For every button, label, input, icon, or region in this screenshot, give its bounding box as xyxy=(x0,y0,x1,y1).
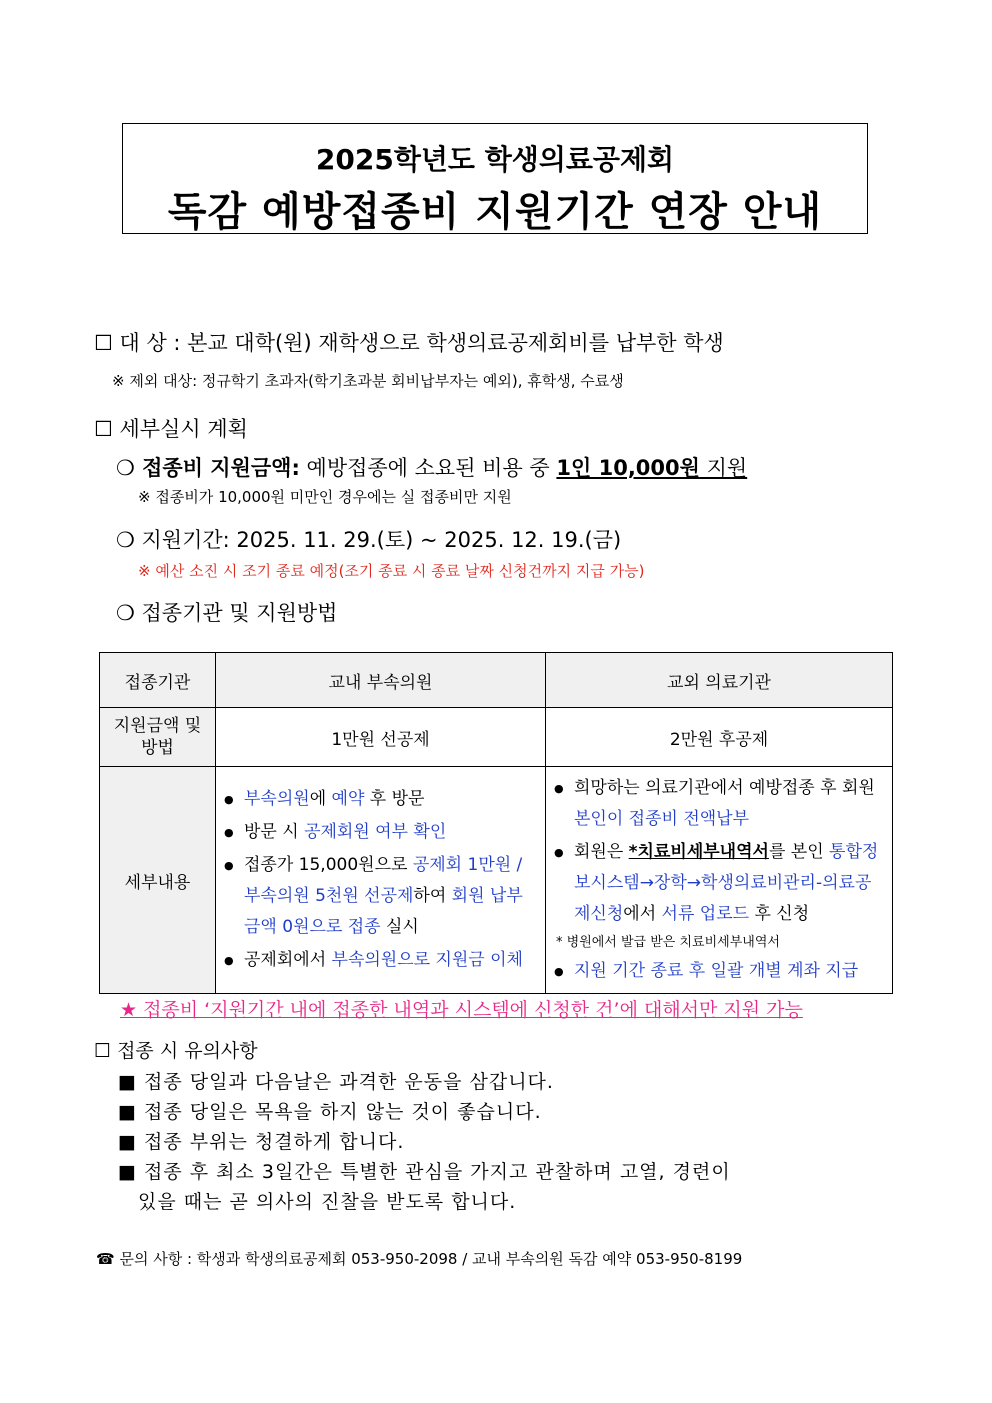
list-item: ● 회원은 *치료비세부내역서를 본인 통합정보시스템→장학→학생의료비관리-의료공제신청에서 서류 업로드 후 신청 xyxy=(574,837,886,930)
details-external xyxy=(546,767,893,994)
caution-item: 있을 때는 곧 의사의 진찰을 받도록 합니다. xyxy=(138,1191,517,1213)
plan-heading: ☐ 세부실시 계획 xyxy=(94,417,248,441)
list-item: ● 희망하는 의료기관에서 예방접종 후 회원본인이 접종비 전액납부 xyxy=(574,773,886,835)
amount-text: 예방접종에 소요된 비용 중 xyxy=(299,456,557,480)
amount-external: 2만원 후공제 xyxy=(546,708,893,767)
amount-suffix: 지원 xyxy=(699,456,748,480)
list-item-subnote: * 병원에서 발급 받은 치료비세부내역서 xyxy=(556,935,780,950)
caution-item: ■ 접종 당일은 목욕을 하지 않는 것이 좋습니다. xyxy=(118,1101,542,1123)
title-line1: 2025학년도 학생의료공제회 xyxy=(315,143,675,176)
support-table xyxy=(99,652,893,994)
amount-label: ❍ 접종비 지원금액: xyxy=(116,456,300,480)
caution-item: ■ 접종 당일과 다음날은 과격한 운동을 삼갑니다. xyxy=(118,1071,554,1093)
title-box xyxy=(122,123,868,234)
amount-note: ※ 접종비가 10,000원 미만인 경우에는 실 접종비만 지원 xyxy=(138,488,512,506)
row-label-institution: 접종기관 xyxy=(100,653,216,708)
method-label: ❍ 접종기관 및 지원방법 xyxy=(116,601,338,625)
caution-heading: ☐ 접종 시 유의사항 xyxy=(94,1040,258,1062)
row-label-amount: 지원금액 및 방법 xyxy=(100,708,216,767)
details-internal xyxy=(216,767,546,994)
list-item: ● 부속의원에 예약 후 방문 xyxy=(244,784,539,815)
list-item: ● 접종가 15,000원으로 공제회 1만원 / 부속의원 5천원 선공제하여 회원 납부금액 0원으로 접종 실시 xyxy=(244,850,539,943)
amount-value: 1인 10,000원 xyxy=(556,456,700,480)
caution-item: ■ 접종 부위는 청결하게 합니다. xyxy=(118,1131,405,1153)
period-label: ❍ 지원기간: 2025. 11. 29.(토) ~ 2025. 12. 19.(금) xyxy=(116,528,622,552)
caution-item: ■ 접종 후 최소 3일간은 특별한 관심을 가지고 관찰하며 고열, 경련이 xyxy=(118,1161,731,1183)
col-header-internal: 교내 부속의원 xyxy=(216,653,546,708)
list-item: ● 방문 시 공제회원 여부 확인 xyxy=(244,817,539,848)
target-label: ☐ 대 상 : 본교 대학(원) 재학생으로 학생의료공제회비를 납부한 학생 xyxy=(94,331,724,355)
target-note: ※ 제외 대상: 정규학기 초과자(학기초과분 회비납부자는 예외), 휴학생, 수료생 xyxy=(112,372,624,390)
contact-info: ☎ 문의 사항 : 학생과 학생의료공제회 053-950-2098 / 교내 부속의원 독감 예약 053-950-8199 xyxy=(96,1250,743,1268)
star-note: ★ 접종비 ‘지원기간 내에 접종한 내역과 시스템에 신청한 건’에 대해서만 지원 가능 xyxy=(120,999,803,1021)
period-note: ※ 예산 소진 시 조기 종료 예정(조기 종료 시 종료 날짜 신청건까지 지급 가능) xyxy=(138,562,645,580)
amount-internal: 1만원 선공제 xyxy=(216,708,546,767)
list-item: ● 지원 기간 종료 후 일괄 개별 계좌 지급 xyxy=(574,956,886,987)
row-label-details: 세부내용 xyxy=(100,767,216,994)
amount-line xyxy=(116,452,747,482)
list-item: ● 공제회에서 부속의원으로 지원금 이체 xyxy=(244,945,539,976)
title-line2: 독감 예방접종비 지원기간 연장 안내 xyxy=(167,189,823,235)
col-header-external: 교외 의료기관 xyxy=(546,653,893,708)
